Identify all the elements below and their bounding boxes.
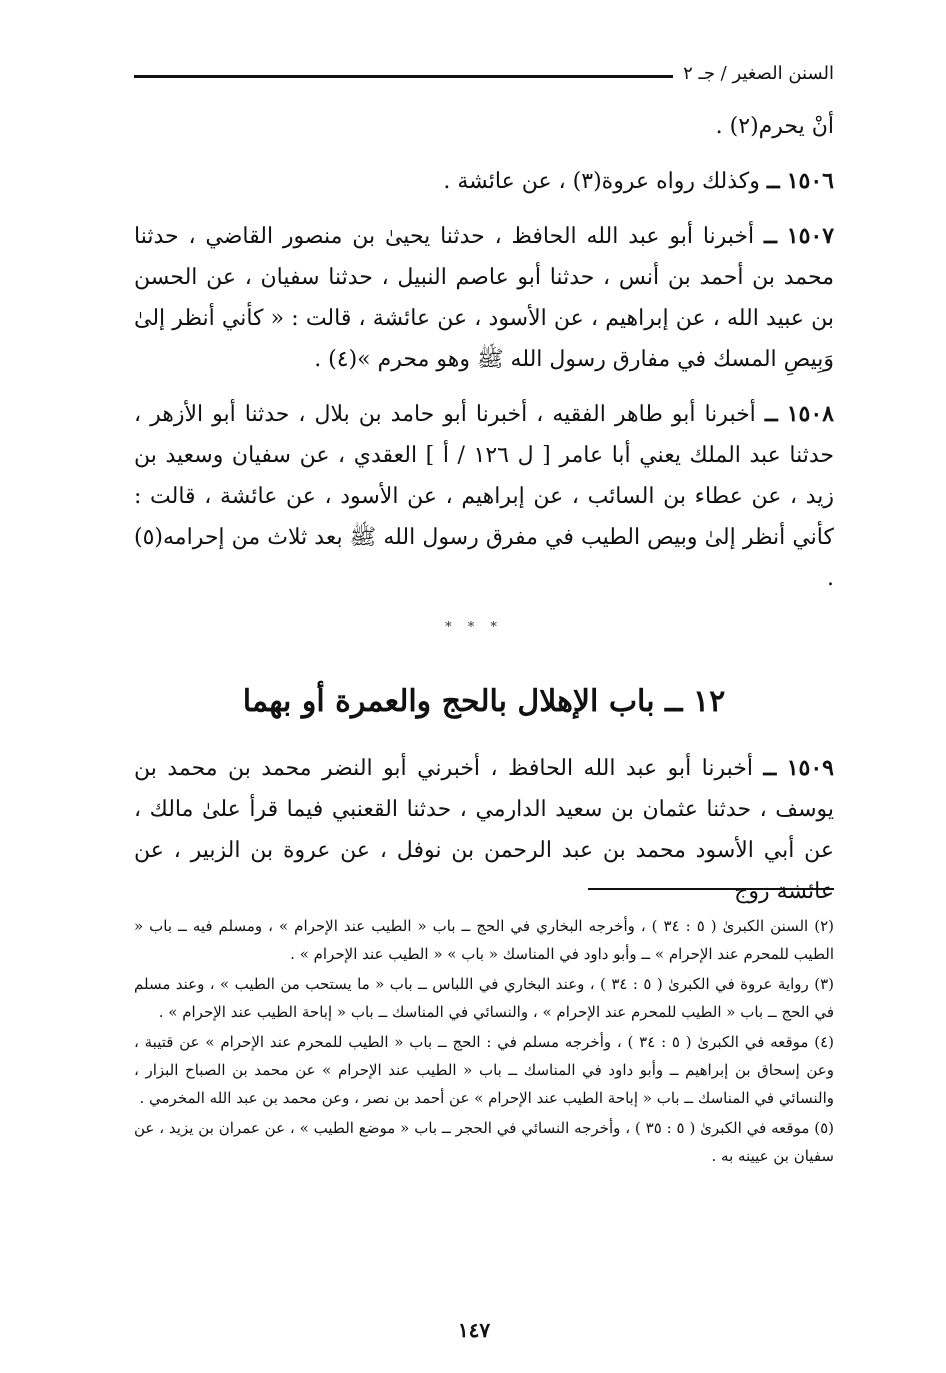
hadith-paragraph <box>134 216 834 380</box>
number-dash: ــ <box>763 755 777 781</box>
paragraph-text: أنْ يحرم(٢) . <box>715 114 834 139</box>
footnote-rule <box>588 888 834 890</box>
footnote: (٣) رواية عروة في الكبرىٰ ( ٥ : ٣٤ ) ، وعند البخاري في اللباس ــ باب « ما يستحب من الطيب » ، وعند مسلم في الحج ــ باب « الطيب للمحرم عند الإحرام » ، والنسائي في المناسك ــ باب « إباحة الطيب عند الإحرام » . <box>134 975 834 1021</box>
paragraph <box>134 106 834 147</box>
chapter-heading: ١٢ ــ باب الإهلال بالحج والعمرة أو بهما <box>242 684 726 719</box>
running-head <box>134 54 834 84</box>
paragraph-text: وكذلك رواه عروة(٣) ، عن عائشة . <box>443 169 760 194</box>
hadith-number: ١٥٠٦ <box>786 168 834 194</box>
main-text <box>134 106 834 613</box>
paragraph-text: أخبرنا أبو عبد الله الحافظ ، أخبرني أبو النضر محمد بن محمد بن يوسف ، حدثنا عثمان بن سعيد الدارمي ، حدثنا القعنبي فيما قرأ علىٰ مالك ، عن أبي الأسود محمد بن عبد الرحمن بن نوفل ، عن عروة بن الزبير ، عن عائشة زوج <box>134 756 834 904</box>
running-head-title: السنن الصغير / جـ ٢ <box>683 63 834 84</box>
footnote: (٤) موقعه في الكبرىٰ ( ٥ : ٣٤ ) ، وأخرجه مسلم في : الحج ــ باب « الطيب للمحرم عند الإحرام » عن قتيبة ، وعن إسحاق بن إبراهيم ــ وأبو داود في المناسك ــ باب « الطيب عند الإحرام » عن محمد بن الصباح البزار ، والنسائي في المناسك ــ باب « إباحة الطيب عند الإحرام » عن أحمد بن نصر ، وعن محمد بن عبد الله المخرمي . <box>134 1033 835 1107</box>
footnotes <box>134 912 834 1172</box>
number-dash: ــ <box>764 401 778 427</box>
hadith-number: ١٥٠٨ <box>786 401 834 427</box>
paragraph-text: أخبرنا أبو عبد الله الحافظ ، حدثنا يحيىٰ بن منصور القاضي ، حدثنا محمد بن أحمد بن أنس ، حدثنا أبو عاصم النبيل ، حدثنا سفيان ، عن الحسن بن عبيد الله ، عن إبراهيم ، عن الأسود ، عن عائشة ، قالت : « كأني أنظر إلىٰ وَبِيصِ المسك في مفارق رسول الله ﷺ وهو محرم »(٤) . <box>134 224 834 372</box>
footnote: (٢) السنن الكبرىٰ ( ٥ : ٣٤ ) ، وأخرجه البخاري في الحج ــ باب « الطيب عند الإحرام » ، ومسلم فيه ــ باب « الطيب للمحرم عند الإحرام » ــ وأبو داود في المناسك « باب » « الطيب عند الإحرام » . <box>134 917 834 963</box>
page-number: ١٤٧ <box>457 1318 491 1342</box>
footnote: (٥) موقعه في الكبرىٰ ( ٥ : ٣٥ ) ، وأخرجه النسائي في الحجر ــ باب « موضع الطيب » ، عن عمران بن يزيد ، عن سفيان بن عيينه به . <box>134 1119 834 1165</box>
number-dash: ــ <box>764 223 777 249</box>
number-dash: ــ <box>766 168 780 194</box>
paragraph-text: أخبرنا أبو طاهر الفقيه ، أخبرنا أبو حامد بن بلال ، حدثنا أبو الأزهر ، حدثنا عبد الملك يعني أبا عامر [ ل ١٢٦ / أ ] العقدي ، عن سفيان وسعيد بن زيد ، عن عطاء بن السائب ، عن إبراهيم ، عن الأسود ، عن عائشة ، قالت : كأني أنظر إلىٰ وبيص الطيب في مفرق رسول الله ﷺ بعد ثلاث من إحرامه(٥) . <box>134 402 835 591</box>
hadith-paragraph <box>134 161 834 202</box>
section-separator: * * * <box>445 620 503 635</box>
hadith-number: ١٥٠٩ <box>786 755 834 781</box>
hadith-number: ١٥٠٧ <box>786 223 835 249</box>
running-head-rule <box>134 75 673 78</box>
hadith-paragraph <box>134 394 834 599</box>
